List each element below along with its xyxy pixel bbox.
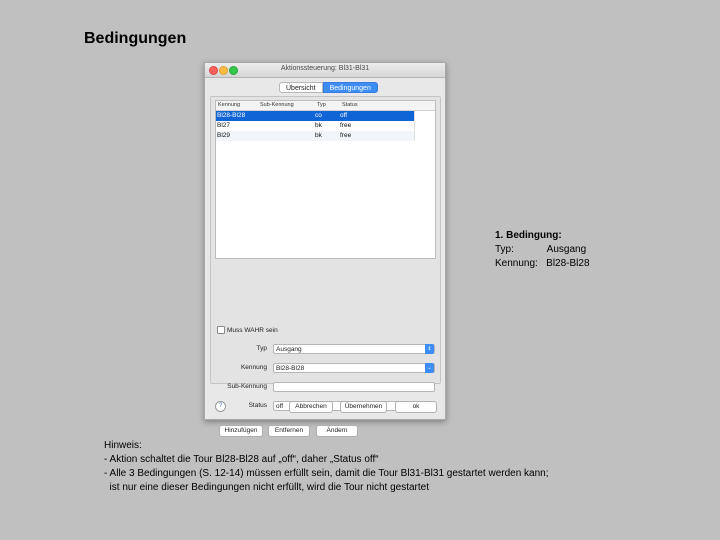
subkennung-field[interactable] [273, 382, 435, 392]
hint-line: ist nur eine dieser Bedingungen nicht erfüllt, wird die Tour nicht gestartet [104, 482, 429, 493]
column-header-subkennung[interactable]: Sub-Kennung [260, 102, 294, 108]
cell-kennung: Bl29 [217, 132, 231, 139]
table-row[interactable] [216, 111, 414, 121]
cell-typ: bk [315, 122, 322, 129]
window-titlebar [205, 63, 445, 78]
cell-typ: co [315, 112, 322, 119]
condition-info [495, 229, 590, 271]
window-title: Aktionssteuerung: Bl31-Bl31 [280, 65, 370, 72]
column-header-kennung[interactable]: Kennung [218, 102, 241, 108]
hint-heading: Hinweis: [104, 440, 142, 451]
remove-button[interactable]: Entfernen [268, 425, 310, 437]
change-button[interactable]: Ändern [316, 425, 358, 437]
must-be-true-checkbox-row[interactable] [217, 326, 278, 334]
cell-status: free [340, 122, 352, 129]
tab-conditions[interactable]: Bedingungen [323, 82, 378, 93]
hint-line: - Aktion schaltet die Tour Bl28-Bl28 auf „off“, daher „Status off“ [104, 454, 379, 465]
kennung-value: Bl28-Bl28 [276, 365, 305, 372]
cancel-button[interactable]: Abbrechen [289, 401, 333, 413]
must-be-true-label: Muss WAHR sein [227, 326, 278, 334]
cell-status: off [340, 112, 348, 119]
cell-kennung: Bl28-Bl28 [217, 112, 246, 119]
add-button[interactable]: Hinzufügen [219, 425, 263, 437]
tab-overview[interactable]: Übersicht [279, 82, 323, 93]
chevron-updown-icon[interactable]: ⇕ [425, 344, 434, 354]
typ-select[interactable] [273, 344, 435, 354]
hint-text [104, 439, 549, 495]
cell-typ: bk [315, 132, 322, 139]
condition-heading: 1. Bedingung: [495, 230, 562, 241]
subkennung-label: Sub-Kennung [227, 383, 267, 390]
must-be-true-checkbox[interactable] [217, 326, 225, 334]
chevron-down-icon[interactable]: ⌄ [425, 363, 434, 373]
cell-status: free [340, 132, 352, 139]
status-label: Status [248, 402, 267, 409]
column-header-status[interactable]: Status [342, 102, 358, 108]
column-header-typ[interactable]: Typ [317, 102, 326, 108]
help-icon[interactable]: ? [215, 401, 226, 412]
tab-bar [279, 82, 378, 93]
kennung-select[interactable] [273, 363, 435, 373]
typ-value: Ausgang [276, 346, 302, 353]
table-header [216, 101, 435, 111]
action-control-window [204, 62, 446, 434]
condition-kennung-line: Kennung: Bl28-Bl28 [495, 258, 590, 269]
table-scroll-column [414, 111, 436, 141]
table-row[interactable] [216, 131, 414, 141]
cell-kennung: Bl27 [217, 122, 231, 129]
conditions-table [215, 100, 436, 259]
typ-label: Typ [256, 345, 267, 352]
hint-line: - Alle 3 Bedingungen (S. 12-14) müssen erfüllt sein, damit die Tour Bl31-Bl31 gestartet werden kann; [104, 468, 549, 479]
condition-typ-line: Typ: Ausgang [495, 244, 587, 255]
status-value: off [276, 403, 284, 410]
table-row[interactable] [216, 121, 414, 131]
kennung-label: Kennung [240, 364, 267, 371]
accept-button[interactable]: Übernehmen [340, 401, 387, 413]
slide-title: Bedingungen [84, 30, 187, 47]
ok-button[interactable]: ok [395, 401, 437, 413]
